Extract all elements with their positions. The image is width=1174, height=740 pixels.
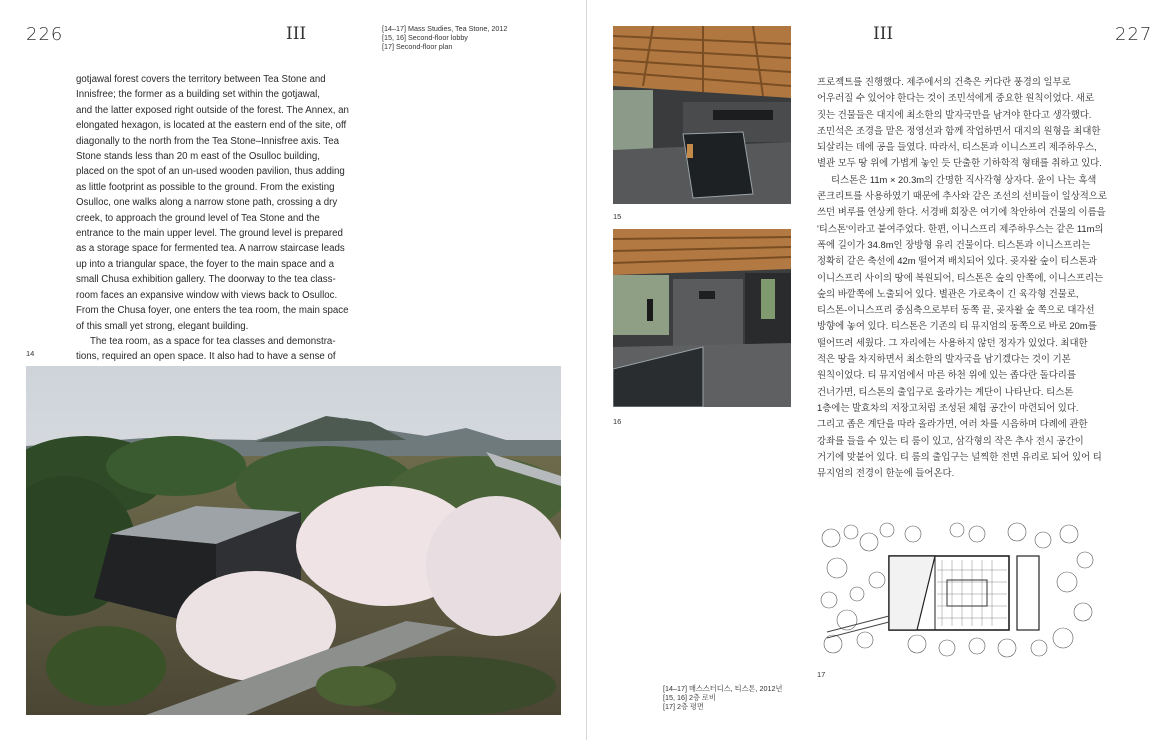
text-line: placed on the spot of an un-used wooden pavilion, thus adding <box>76 166 345 178</box>
figure-label-17: 17 <box>817 670 826 679</box>
landscape-photo <box>26 366 561 715</box>
text-line: 뮤지엄의 전경이 한눈에 들어온다. <box>817 467 955 479</box>
paragraph-1 <box>76 72 372 334</box>
text-line: small Chusa exhibition gallery. The doorway to the tea class- <box>76 274 336 286</box>
interior-photo <box>613 26 791 204</box>
text-line: 티스톤은 11m × 20.3m의 간명한 직사각형 상자다. 윤이 나는 흑색 <box>831 173 1097 185</box>
text-line: 원칙이었다. 티 뮤지엄에서 마른 하천 위에 있는 좁다란 돌다리를 <box>817 369 1076 381</box>
caption-line: [17] 2층 평면 <box>663 702 704 711</box>
page-number-left: 226 <box>26 24 64 45</box>
text-line: as little footprint as possible to the ground. From the existing <box>76 181 335 193</box>
page-number-right: 227 <box>1115 24 1153 45</box>
figure-label-15: 15 <box>613 212 622 221</box>
text-line: entrance to the main upper level. The ground level is prepared <box>76 228 343 240</box>
text-line: 숲의 바깥쪽에 노출되어 있다. 별관은 가로축이 긴 육각형 건물로, <box>817 287 1079 299</box>
text-line: 어우러질 수 있어야 한다는 것이 조민석에게 중요한 원칙이었다. 새로 <box>817 92 1095 104</box>
text-line: 거기에 맞붙어 있다. 티 룸의 출입구는 널찍한 전면 유리로 되어 있어 티 <box>817 450 1102 462</box>
paragraph-1 <box>817 74 1107 172</box>
left-page <box>0 0 586 740</box>
text-line: 티스톤-이니스프리 중심축으로부터 동쪽 끝, 곶자왈 숲 쪽으로 대각선 <box>817 304 1095 316</box>
text-line: gotjawal forest covers the territory between Tea Stone and <box>76 74 326 85</box>
caption-line: [17] Second-floor plan <box>382 42 453 51</box>
text-line: as a storage space for fermented tea. A narrow staircase leads <box>76 243 345 255</box>
text-line: 되살리는 데에 공을 들였다. 따라서, 티스톤과 이니스프리 제주하우스, <box>817 141 1097 153</box>
text-line: of this small yet strong, elegant building. <box>76 320 249 332</box>
caption-line: [15, 16] 2층 로비 <box>663 693 716 702</box>
text-line: 정확히 같은 축선에 42m 떨어져 배치되어 있다. 곶자왈 숲이 티스톤과 <box>817 255 1097 267</box>
text-line: 쓰던 벼루를 연상케 한다. 서경배 회장은 여기에 착안하여 건물의 이름을 <box>817 206 1106 218</box>
paragraph-2 <box>817 172 1107 482</box>
text-line: 짓는 건물들은 대지에 최소한의 발자국만을 남겨야 한다고 생각했다. <box>817 108 1092 120</box>
text-line: 이니스프리 사이의 땅에 복원되어, 티스톤은 숲의 안쪽에, 이니스프리는 <box>817 271 1104 283</box>
text-line: 떨어뜨려 세웠다. 그 자리에는 사용하지 않던 정자가 있었다. 최대한 <box>817 336 1088 348</box>
text-line: 그리고 좁은 계단을 따라 올라가면, 여러 차를 시음하며 다례에 관한 <box>817 418 1088 430</box>
text-line: elongated hexagon, is located at the eastern end of the site, off <box>76 120 347 132</box>
text-line: 1층에는 발효차의 저장고처럼 조성된 체험 공간이 마련되어 있다. <box>817 401 1079 413</box>
second-floor-plan <box>817 520 1097 660</box>
text-line: and the latter exposed right outside of the forest. The Annex, an <box>76 104 349 116</box>
text-line: Innisfree; the former as a building set within the gotjawal, <box>76 89 320 101</box>
photo-lobby-stair <box>613 26 791 204</box>
figure-label-16: 16 <box>613 417 622 426</box>
english-body-text <box>76 72 372 365</box>
text-line: 프로젝트를 진행했다. 제주에서의 건축은 커다란 풍경의 일부로 <box>817 76 1071 87</box>
interior-photo <box>613 229 791 407</box>
text-line: 건너가면, 티스톤의 출입구로 올라가는 계단이 나타난다. 티스톤 <box>817 385 1074 397</box>
figure-captions-en <box>382 24 507 51</box>
section-mark-right: III <box>873 24 894 44</box>
text-line: From the Chusa foyer, one enters the tea room, the main space <box>76 305 349 317</box>
photo-lobby-glass-rail <box>613 229 791 407</box>
text-line: 적은 땅을 차지하면서 최소한의 발자국을 남기겠다는 것이 기본 <box>817 353 1071 365</box>
figure-label-14: 14 <box>26 349 35 358</box>
section-mark-left: III <box>286 24 307 44</box>
caption-line: [15, 16] Second-floor lobby <box>382 33 468 42</box>
text-line: '티스톤'이라고 붙여주었다. 한편, 이니스프리 제주하우스는 같은 11m의 <box>817 222 1104 234</box>
text-line: 강좌를 들을 수 있는 티 룸이 있고, 삼각형의 작은 추사 전시 공간이 <box>817 434 1084 446</box>
text-line: 방향에 놓여 있다. 티스톤은 기존의 티 뮤지엄의 동쪽으로 바로 20m를 <box>817 320 1097 332</box>
text-line: tions, required an open space. It also had to have a sense of <box>76 351 336 363</box>
right-page <box>587 0 1174 740</box>
text-line: Stone stands less than 20 m east of the Osulloc building, <box>76 151 320 163</box>
text-line: creek, to approach the ground level of Tea Stone and the <box>76 212 320 224</box>
text-line: Osulloc, one walks along a narrow stone path, crossing a dry <box>76 197 338 209</box>
text-line: 별관 모두 땅 위에 가볍게 놓인 듯 단출한 기하학적 형태를 취하고 있다. <box>817 157 1102 169</box>
text-line: up into a triangular space, the foyer to the main space and a <box>76 258 334 270</box>
text-line: 콘크리트를 사용하였기 때문에 추사와 같은 조선의 선비들이 일상적으로 <box>817 190 1107 202</box>
text-line: room faces an expansive window with views back to Osulloc. <box>76 289 338 301</box>
korean-body-text <box>817 74 1107 481</box>
floor-plan-drawing <box>817 520 1097 660</box>
figure-captions-ko <box>663 684 782 711</box>
text-line: The tea room, as a space for tea classes and demonstra- <box>90 335 336 347</box>
text-line: diagonally to the north from the Tea Stone–Innisfree axis. Tea <box>76 135 339 147</box>
text-line: 조민석은 조경을 맡은 정영선과 함께 작업하면서 대지의 원형을 최대한 <box>817 124 1101 136</box>
photo-tea-stone-exterior <box>26 366 561 715</box>
text-line: 폭에 길이가 34.8m인 장방형 유리 건물이다. 티스톤과 이니스프리는 <box>817 238 1091 250</box>
caption-line: [14–17] Mass Studies, Tea Stone, 2012 <box>382 24 508 33</box>
paragraph-2 <box>76 334 372 365</box>
caption-line: [14–17] 매스스터디스, 티스톤, 2012년 <box>663 684 783 693</box>
